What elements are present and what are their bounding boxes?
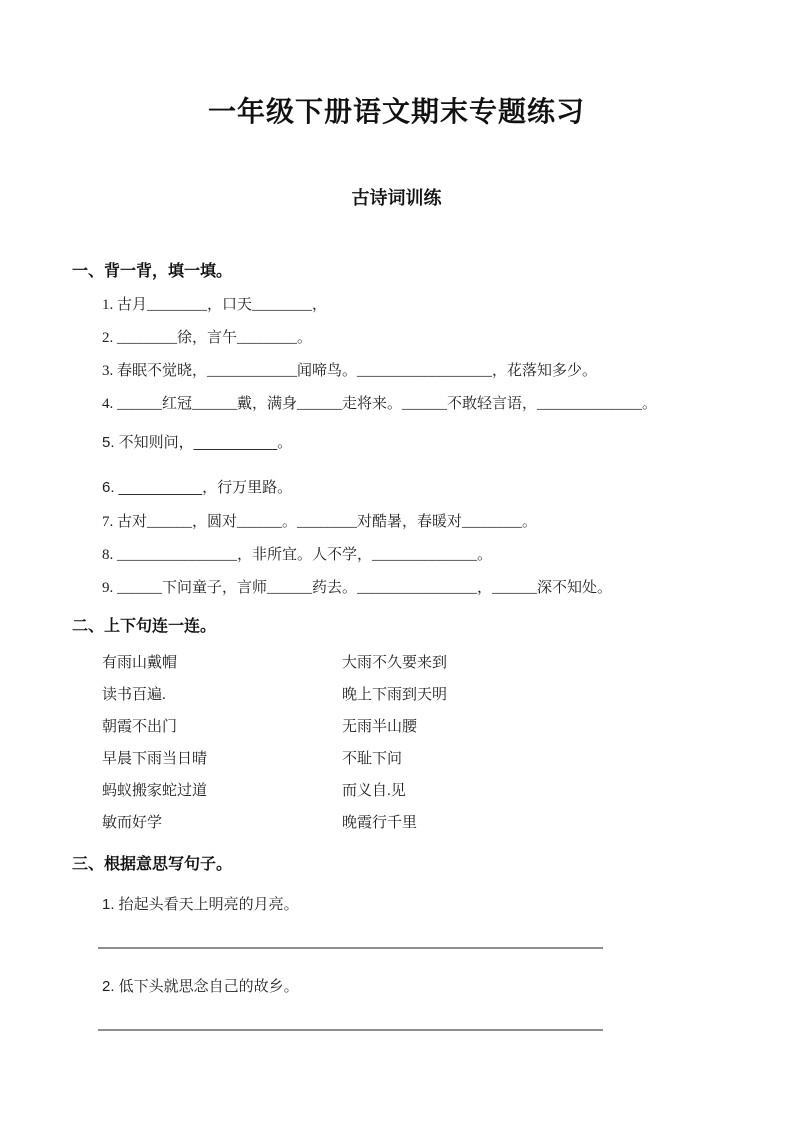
match-right-item-6: 晚霞行千里 [342,815,418,831]
sentence-prompt-2: 2. 低下头就思念自己的故乡。 [102,978,299,995]
match-left-item-2: 读书百遍. [102,687,166,703]
fill-item-1: 1. 古月________，口天________， [102,297,328,313]
answer-line-2 [98,1029,603,1031]
matching-columns [102,647,765,839]
match-left-item-4: 早晨下雨当日晴 [102,751,208,767]
match-left-item-6: 敏而好学 [102,815,163,831]
fill-item-list [72,289,765,605]
match-right-item-5: 而义自.见 [342,783,406,799]
fill-item-8: 8. ________________，非所宜。人不学，______________。 [102,547,493,563]
match-right-item-2: 晚上下雨到天明 [342,687,448,703]
fill-item-3: 3. 春眠不觉晓，____________闻啼鸟。__________________，花落知多少。 [102,363,598,379]
page-subtitle: 古诗词训练 [351,188,442,208]
fill-item-9: 9. ______下问童子，言师______药去。________________，______深不知处。 [102,580,613,596]
fill-item-2: 2. ________徐，言午________。 [102,330,313,346]
match-right-item-4: 不耻下问 [342,751,403,767]
section-matching [72,615,765,839]
section-1-heading: 一、背一背，填一填。 [72,263,233,280]
matching-right-column [342,647,447,839]
match-left-item-1: 有雨山戴帽 [102,655,178,671]
match-left-item-5: 蚂蚁搬家蛇过道 [102,783,208,799]
sentence-prompt-1: 1. 抬起头看天上明亮的月亮。 [102,896,299,913]
answer-line-1 [98,947,603,949]
match-right-item-3: 无雨半山腰 [342,719,418,735]
fill-item-7: 7. 古对______，圆对______。________对酷暑，春暖对________。 [102,514,538,530]
section-write-sentences [72,853,765,1031]
fill-item-4: 4. ______红冠______戴，满身______走将来。______不敢轻言语，______________。 [102,396,658,412]
fill-item-6: 6. __________，行万里路。 [102,479,293,496]
fill-item-5: 5. 不知则问，__________。 [102,434,293,451]
section-2-heading: 二、上下句连一连。 [72,618,217,635]
match-right-item-1: 大雨不久要来到 [342,655,448,671]
match-left-item-3: 朝霞不出门 [102,719,178,735]
matching-left-column [102,647,342,839]
page-title: 一年级下册语文期末专题练习 [207,96,585,127]
section-recite-and-fill [72,260,765,605]
section-3-heading: 三、根据意思写句子。 [72,856,233,873]
